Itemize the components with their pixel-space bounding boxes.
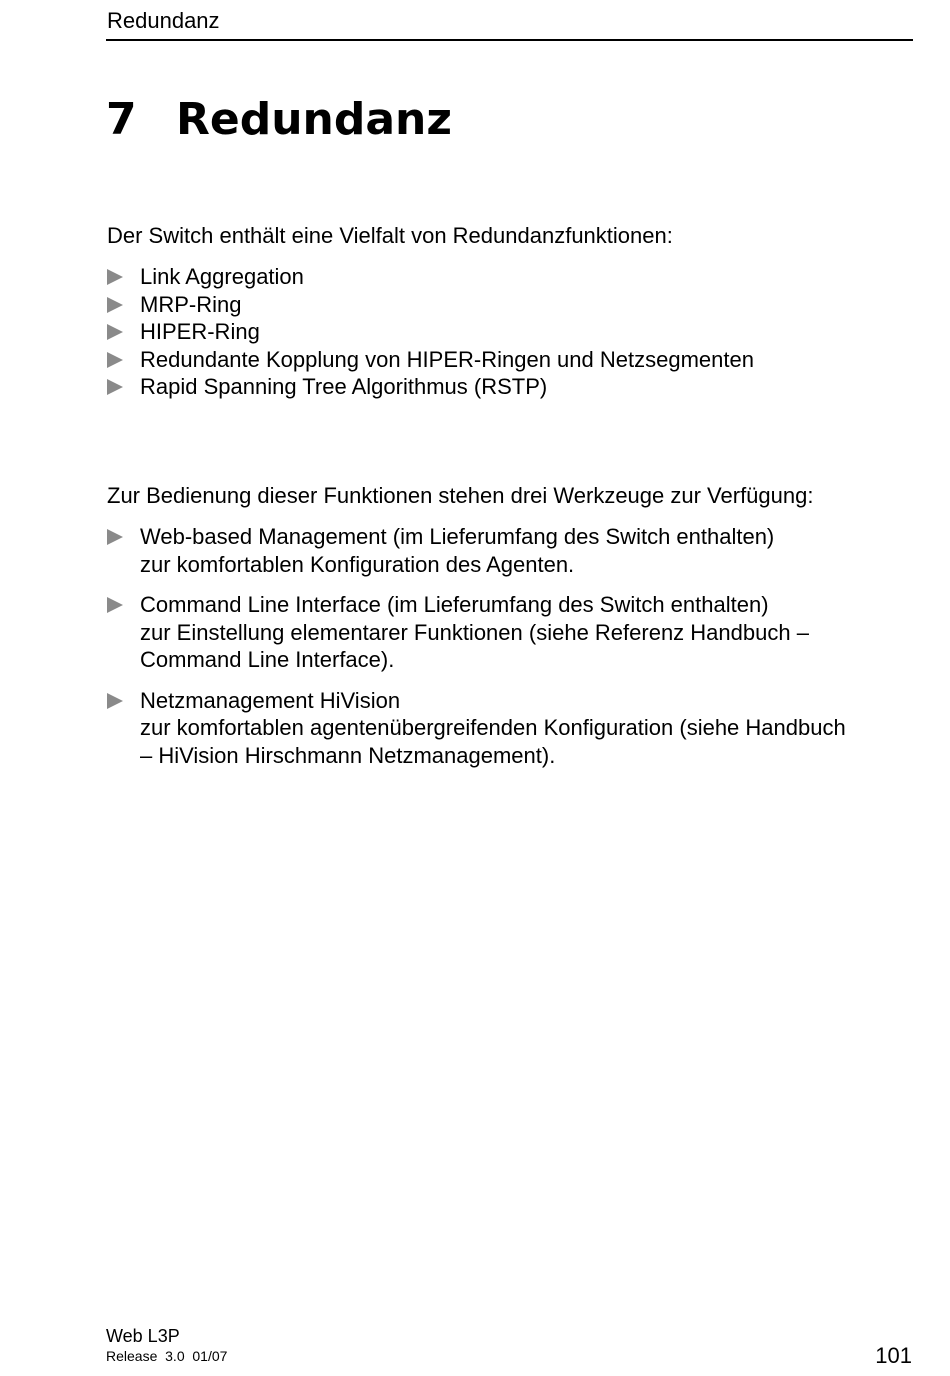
page-number: 101	[875, 1343, 912, 1368]
list-item-text: HIPER-Ring	[140, 319, 260, 344]
tools-list	[106, 523, 846, 782]
chapter-title-text: Redundanz	[176, 94, 452, 145]
list-item	[106, 523, 846, 578]
list-item	[106, 687, 846, 770]
list-item-line: Command Line Interface).	[140, 647, 395, 672]
list-item	[106, 591, 846, 674]
list-item-line: zur Einstellung elementarer Funktionen (siehe Referenz Handbuch –	[140, 619, 809, 645]
arrow-bullet-icon	[107, 269, 123, 285]
chapter-title	[106, 92, 452, 148]
list-item	[106, 373, 754, 401]
list-item-line: Web-based Management (im Lieferumfang des Switch enthalten)	[140, 524, 775, 549]
arrow-bullet-icon	[107, 297, 123, 313]
list-item-line: Command Line Interface (im Lieferumfang des Switch enthalten)	[140, 592, 769, 617]
arrow-bullet-icon	[107, 352, 123, 368]
list-item	[106, 291, 754, 319]
tools-intro: Zur Bedienung dieser Funktionen stehen drei Werkzeuge zur Verfügung:	[107, 483, 814, 508]
list-item-line: zur komfortablen Konfiguration des Agenten.	[140, 551, 575, 577]
arrow-bullet-icon	[107, 597, 123, 613]
list-item-line: zur komfortablen agentenübergreifenden Konfiguration (siehe Handbuch	[140, 715, 846, 740]
list-item	[106, 318, 754, 346]
list-item-text: MRP-Ring	[140, 291, 242, 317]
list-item-text: Redundante Kopplung von HIPER-Ringen und Netzsegmenten	[140, 346, 754, 372]
chapter-number: 7	[106, 94, 137, 145]
running-header: Redundanz	[107, 8, 220, 33]
arrow-bullet-icon	[107, 529, 123, 545]
arrow-bullet-icon	[107, 379, 123, 395]
arrow-bullet-icon	[107, 693, 123, 709]
list-item-text: Link Aggregation	[140, 264, 304, 289]
list-item	[106, 263, 754, 291]
list-item-text: Rapid Spanning Tree Algorithmus (RSTP)	[140, 374, 548, 399]
footer-release: Release 3.0 01/07	[106, 1348, 228, 1364]
list-item-line: – HiVision Hirschmann Netzmanagement).	[140, 742, 556, 768]
arrow-bullet-icon	[107, 324, 123, 340]
functions-list	[106, 263, 754, 401]
list-item	[106, 346, 754, 374]
list-item-line: Netzmanagement HiVision	[140, 687, 401, 713]
footer-product: Web L3P	[106, 1326, 180, 1346]
header-rule	[106, 39, 913, 41]
functions-intro: Der Switch enthält eine Vielfalt von Redundanzfunktionen:	[107, 223, 673, 248]
